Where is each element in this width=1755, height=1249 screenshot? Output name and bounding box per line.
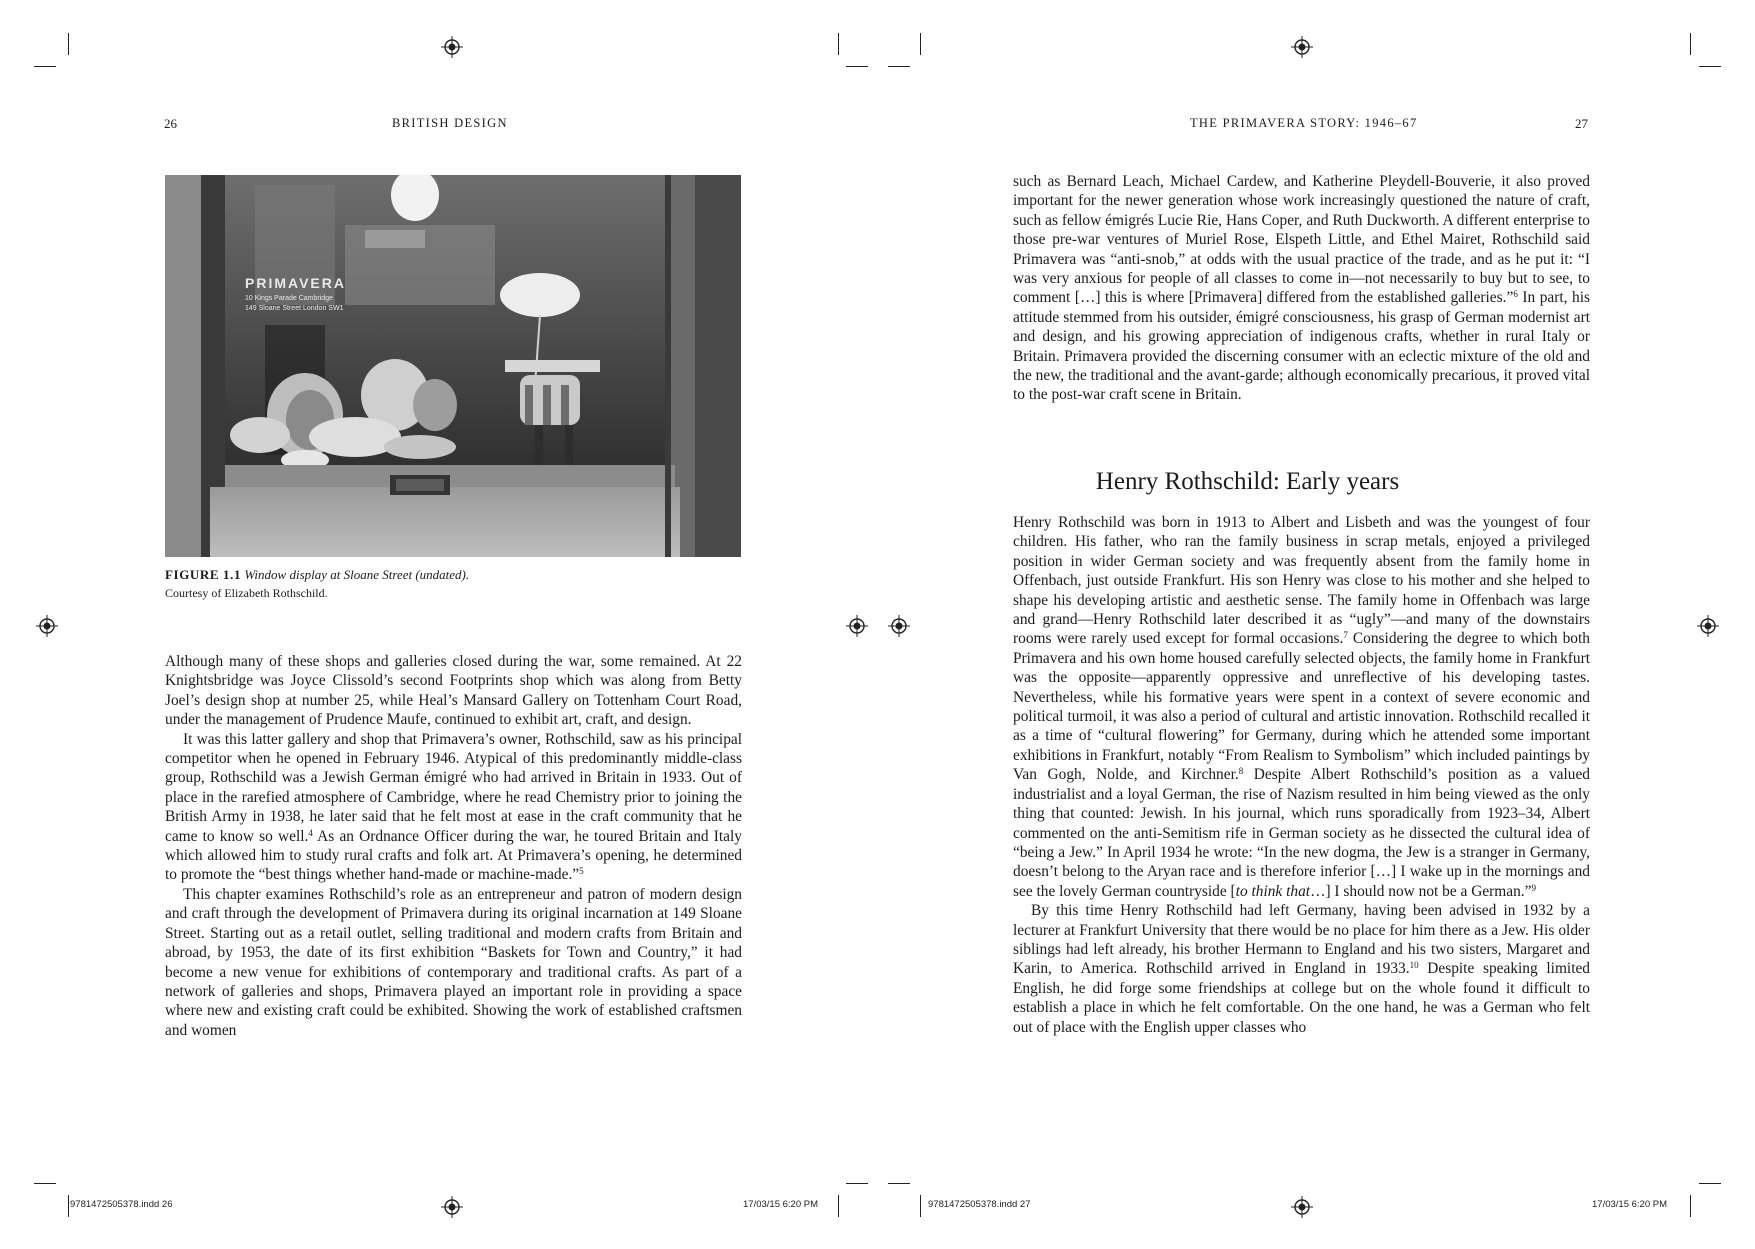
paragraph: It was this latter gallery and shop that Primavera’s owner, Rothschild, saw as his principal competitor when he opened in February 1946. Atypical of this predominantly middle-class group, Rothschild was a Jewish German émigré who had arrived in Britain in 1933. Out of place in the rarefied atmosphere of Cambridge, where he read Chemistry prior to joining the British Army in 1938, he later said that he felt most at ease in the craft community that he came to know so well.$^4$ As an Ordnance Officer during the war, he toured Britain and Italy which allowed him to study rural crafts and folk art. At Primavera’s opening, he determined to promote the “best things whether hand-made or machine-made.”$^5$ [165,730,742,884]
figure-title: Window display at Sloane Street (undated). [244,567,470,582]
crop-mark [1699,1183,1721,1184]
registration-mark-icon [1697,615,1719,637]
footnote-ref: 8 [1238,766,1244,777]
crop-mark [846,66,868,67]
crop-mark [68,33,69,55]
footnote-ref: 4 [308,827,313,838]
paragraph: Although many of these shops and galleries closed during the war, some remained. At 22 Knightsbridge was Joyce Clissold’s second Footprints shop which was along from Betty Joel’s design shop at number 25, while Heal’s Mansard Gallery on Tottenham Court Road, under the management of Prudence Maufe, continued to exhibit art, craft, and design. [165,653,742,729]
paragraph: such as Bernard Leach, Michael Cardew, and Katherine Pleydell-Bouverie, it also proved important for the newer generation whose work increasingly questioned the nature of craft, such as fellow émigrés Lucie Rie, Hans Coper, and Ruth Duckworth. A different enterprise to those pre-war ventures of Muriel Rose, Elspeth Little, and Ethel Mairet, Rothschild said Primavera was “anti-snob,” at odds with the usual practice of the trade, and as he put it: “I was very anxious for people of all classes to come in—not necessarily to buy but to see, to comment […] this is where [Primavera] differed from the established galleries.”$^6$ In part, his attitude stemmed from his outsider, émigré consciousness, his grasp of German modernist art and design, and his growing appreciation of indigenous crafts, whether in rural Italy or Britain. Primavera provided the discerning consumer with an eclectic mixture of the old and the new, the traditional and the avant-garde; although economically precarious, it proved vital to the post-war craft scene in Britain. [1013,173,1591,404]
crop-mark [838,33,839,55]
crop-mark [888,66,910,67]
page-number-right: 27 [1575,116,1588,131]
crop-mark [34,66,56,67]
paragraph: By this time Henry Rothschild had left Germany, having been advised in 1932 by a lecturer at Frankfurt University that there would be no place for him there as a Jew. His older siblings had left already, his brother Hermann to England and his two sisters, Margaret and Karin, to America. Rothschild arrived in England in 1933.10 Despite speaking limited English, he did forge some friendships at college but on the whole found it difficult to establish a place in which he felt comfortable. On the one hand, he was a German who felt out of place with the English upper classes who [1013,902,1590,1036]
crop-mark [34,1183,56,1184]
registration-mark-icon [846,615,868,637]
footnote-ref: 10 [1409,960,1419,971]
crop-mark [846,1183,868,1184]
crop-mark [838,1195,839,1217]
running-head-right: THE PRIMAVERA STORY: 1946–67 [1190,116,1418,130]
registration-mark-icon [888,615,910,637]
paragraph: Henry Rothschild was born in 1913 to Albert and Lisbeth and was the youngest of four children. His father, who ran the family business in scrap metals, enjoyed a privileged position in wider German society and was frequently absent from the family home in Offenbach, just outside Frankfurt. His son Henry was close to his mother and she helped to shape his developing artistic and aesthetic sense. The family home in Offenbach was large and grand—Henry Rothschild later described it as “ugly”—and many of the downstairs rooms were rarely used except for formal occasions.$^7$ Considering the degree to which both Primavera and his own home housed carefully selected objects, the family home in Frankfurt was the opposite—apparently oppressive and unreflective of his developing tastes. Nevertheless, while his formative years were spent in a context of severe economic and political turmoil, it was also a period of cultural and artistic innovation. Rothschild recalled it as a time of “cultural flowering” for Germany, during which he attended some important exhibitions in Frankfurt, notably “From Realism to Symbolism” which included paintings by Van Gogh, Nolde, and Kirchner.$^8$ Despite Albert Rothschild’s position as a valued industrialist and a loyal German, the rise of Nazism resulted in him being viewed as the only thing that counted: Jewish. In his journal, which runs sporadically from 1923–34, Albert commented on the anti-Semitism rife in German society as he dissected the cultural idea of “being a Jew.” In April 1934 he wrote: “In the new dogma, the Jew is a stranger in Germany, doesn’t belong to the Aryan race and is therefore inferior […] I wake up in the mornings and see the lovely German countryside [to think that…] I should now not be a German.”$^9$ [1013,514,1591,900]
figure-photo [165,175,741,557]
section-heading: Henry Rothschild: Early years [1095,468,1400,495]
page-number-left: 26 [164,116,177,131]
registration-mark-icon [1291,36,1313,58]
slug-date-left: 17/03/15 6:20 PM [743,1199,818,1210]
registration-mark-icon [441,1196,463,1218]
registration-mark-icon [441,36,463,58]
figure-credit: Courtesy of Elizabeth Rothschild. [165,586,328,600]
footnote-ref: 6 [1513,289,1518,300]
shop-sign-name: PRIMAVERA [245,275,346,291]
slug-file-left: 9781472505378.indd 26 [70,1199,173,1210]
crop-mark [888,1183,910,1184]
left-body-text [165,652,742,1040]
paragraph: This chapter examines Rothschild’s role as an entrepreneur and patron of modern design and craft through the development of Primavera during its original incarnation at 149 Sloane Street. Starting out as a retail outlet, selling traditional and modern crafts from Britain and abroad, by 1953, the date of its first exhibition “Baskets for Town and Country,” it had become a new venue for exhibitions of contemporary and traditional crafts. As part of a network of galleries and shops, Primavera played an important role in providing a space where new and existing craft could be exhibited. Showing the work of established craftsmen and women [165,885,742,1039]
right-intro-text [1013,172,1590,405]
crop-mark [68,1195,69,1217]
running-head-left: BRITISH DESIGN [392,116,508,130]
slug-file-right: 9781472505378.indd 27 [928,1199,1031,1210]
shop-sign-address-2: 149 Sloane Street London SW1 [245,305,344,312]
shop-sign-address-1: 10 Kings Parade Cambridge [245,295,333,302]
footnote-ref: 5 [579,866,584,877]
figure-label: FIGURE 1.1 [165,567,242,582]
registration-mark-icon [1291,1196,1313,1218]
footnote-ref: 7 [1343,630,1348,641]
figure-caption [165,566,765,602]
crop-mark [920,33,921,55]
crop-mark [1690,1195,1691,1217]
crop-mark [1690,33,1691,55]
slug-date-right: 17/03/15 6:20 PM [1592,1199,1667,1210]
registration-mark-icon [36,615,58,637]
footnote-ref: 9 [1531,882,1536,893]
crop-mark [920,1195,921,1217]
crop-mark [1699,66,1721,67]
right-body-text [1013,513,1590,1037]
